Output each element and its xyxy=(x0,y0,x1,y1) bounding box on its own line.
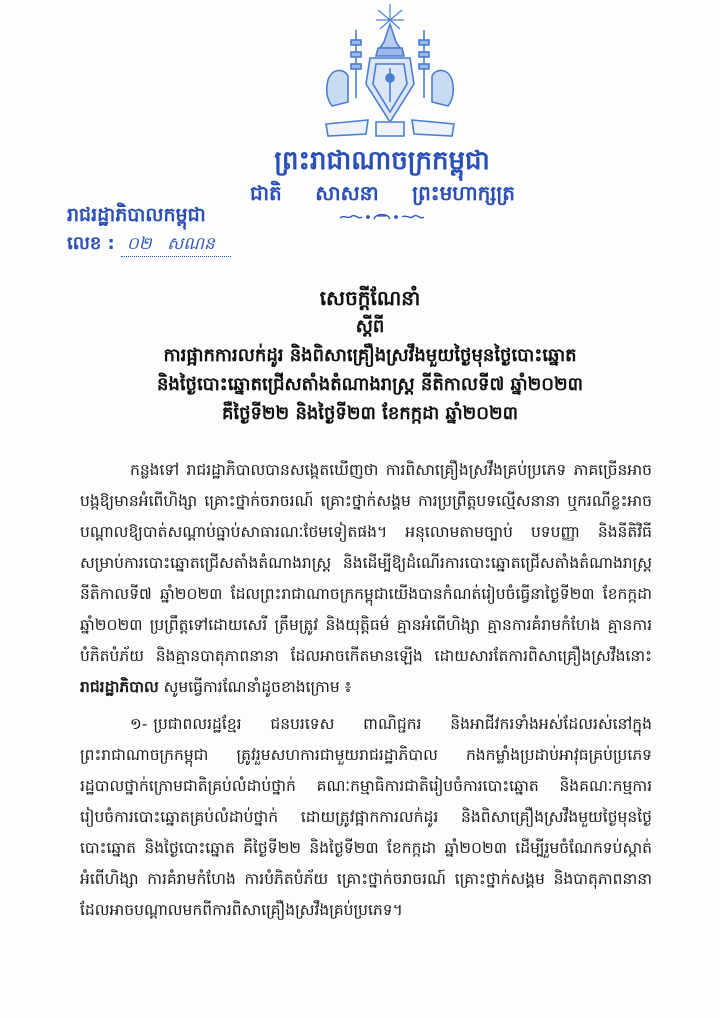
issuing-authority: រាជរដ្ឋាភិបាលកម្ពុជា xyxy=(67,204,206,226)
decorative-divider-icon xyxy=(338,212,426,222)
title-line-subject-1: ការផ្អាកការលក់ដូរ និងពិសាគ្រឿងស្រវឹងមួយថ្ងៃមុនថ្ងៃបោះឆ្នោត xyxy=(163,345,577,366)
instruction-item-1 xyxy=(80,709,652,926)
reference-number: ០២ xyxy=(126,234,152,254)
title-line-regarding: ស្តីពី xyxy=(355,316,385,337)
royal-arms-of-cambodia-icon xyxy=(322,2,458,146)
motto-religion: សាសនា xyxy=(315,181,379,205)
motto-king: ព្រះមហាក្សត្រ xyxy=(412,181,515,205)
national-motto xyxy=(250,180,515,206)
reference-code: សណន xyxy=(167,234,215,254)
title-line-subject-2: និងថ្ងៃបោះឆ្នោតជ្រើសតាំងតំណាងរាស្ត្រ នីតិកាលទី៧ ឆ្នាំ២០២៣ xyxy=(156,374,584,395)
title-line-dates: គឺថ្ងៃទី២២ និងថ្ងៃទី២៣ ខែកក្កដា ឆ្នាំ២០២៣ xyxy=(221,403,519,424)
item-text: ប្រជាពលរដ្ឋខ្មែរ ជនបរទេស ពាណិជ្ជករ និងអាជីវករទាំងអស់ដែលរស់នៅក្នុងព្រះរាជាណាចក្រកម្ពុជា ត្រូវរួមសហការជាមួយរាជរដ្ឋាភិបាល កងកម្លាំងប្រដាប់អាវុធគ្រប់ប្រភេទ រដ្ឋបាលថ្នាក់ក្រោមជាតិគ្រប់លំដាប់ថ្នាក់ គណៈកម្មាធិការជាតិរៀបចំការបោះឆ្នោត និងគណៈកម្មការរៀបចំការបោះឆ្នោតគ្រប់លំដាប់ថ្នាក់ ដោយត្រូវផ្អាកការលក់ដូរ និងពិសាគ្រឿងស្រវឹងមួយថ្ងៃមុនថ្ងៃបោះឆ្នោត និងថ្ងៃបោះឆ្នោត គឺថ្ងៃទី២២ និងថ្ងៃទី២៣ ខែកក្កដា ឆ្នាំ២០២៣ ដើម្បីរួមចំណែកទប់ស្កាត់អំពើហិង្សា ការគំរាមកំហែង ការបំភិតបំភ័យ គ្រោះថ្នាក់ចរាចរណ៍ គ្រោះថ្នាក់សង្គម និងបាតុភាពនានាដែលអាចបណ្តាលមកពីការពិសាគ្រឿងស្រវឹងគ្រប់ប្រភេទ។ xyxy=(80,715,652,919)
intro-bold-government: រាជរដ្ឋាភិបាល xyxy=(80,678,159,696)
document-title xyxy=(110,283,630,428)
motto-nation: ជាតិ xyxy=(250,181,282,205)
reference-number-row xyxy=(67,232,231,257)
reference-label: លេខ : xyxy=(67,233,115,254)
item-number: ១- xyxy=(130,715,148,733)
title-line-instruction: សេចក្តីណែនាំ xyxy=(319,286,421,310)
document-body xyxy=(80,455,652,932)
intro-paragraph xyxy=(80,455,652,703)
intro-closing-text: សូមធ្វើការណែនាំដូចខាងក្រោម ៖ xyxy=(163,678,352,696)
kingdom-name: ព្រះរាជាណាចក្រកម្ពុជា xyxy=(274,146,490,176)
intro-text: កន្លងទៅ រាជរដ្ឋាភិបាលបានសង្កេតឃើញថា ការពិសាគ្រឿងស្រវឹងគ្រប់ប្រភេទ ភាគច្រើនអាចបង្កឱ្យមានអំពើហិង្សា គ្រោះថ្នាក់ចរាចរណ៍ គ្រោះថ្នាក់សង្គម ការប្រព្រឹត្តបទល្មើសនានា ឬករណីខ្លះអាចបណ្តាលឱ្យបាត់សណ្តាប់ធ្នាប់សាធារណៈថែមទៀតផង។ អនុលោមតាមច្បាប់ បទបញ្ញា និងនីតិវិធីសម្រាប់ការបោះឆ្នោតជ្រើសតាំងតំណាងរាស្ត្រ និងដើម្បីឱ្យដំណើរការបោះឆ្នោតជ្រើសតាំងតំណាងរាស្ត្រ នីតិកាលទី៧ ឆ្នាំ២០២៣ ដែលព្រះរាជាណាចក្រកម្ពុជាយើងបានកំណត់រៀបចំធ្វើនាថ្ងៃទី២៣ ខែកក្កដា ឆ្នាំ២០២៣ ប្រព្រឹត្តទៅដោយសេរី ត្រឹមត្រូវ និងយុត្តិធម៌ គ្មានអំពើហិង្សា គ្មានការគំរាមកំហែង គ្មានការបំភិតបំភ័យ និងគ្មានបាតុភាពនានា ដែលអាចកើតមានឡើង ដោយសារតែការពិសាគ្រឿងស្រវឹងនោះ xyxy=(80,461,652,665)
reference-value xyxy=(121,232,231,257)
